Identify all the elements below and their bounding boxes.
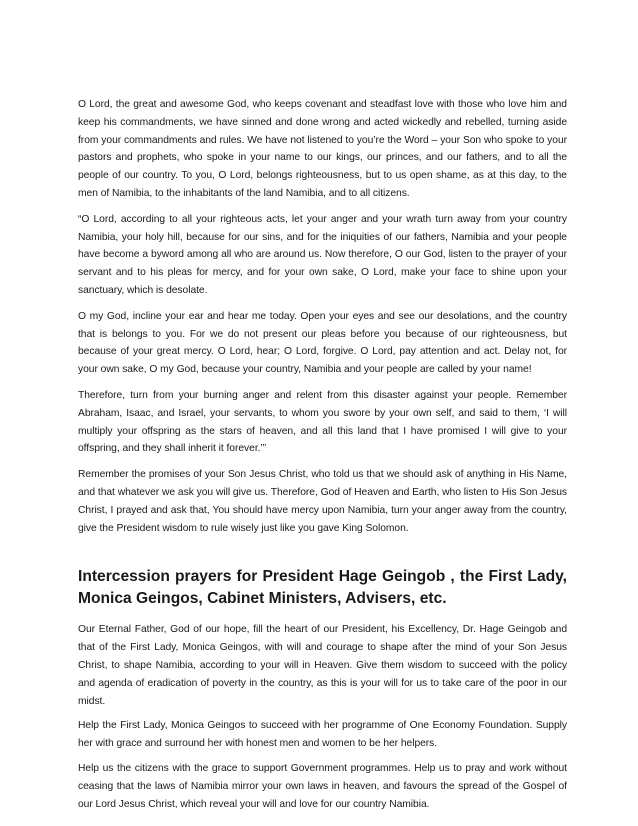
paragraph-turn-from-anger: Therefore, turn from your burning anger and relent from this disaster against your people. Remember Abraham, Isaac, and Israel, your servants, to whom you swore by your own self, and said to them, ‘I will multiply your offspring as the stars of heaven, and all this land that I have promised I will give to your offspring, and they shall inherit it forever.’” xyxy=(78,389,567,455)
paragraph-remember-promises: Remember the promises of your Son Jesus Christ, who told us that we should ask of anything in His Name, and that whatever we ask you will give us. Therefore, God of Heaven and Earth, who listen to His Son Jesus Christ, I prayed and ask that, You should have mercy upon Namibia, turn your anger away from the country, give the President wisdom to rule wisely just like you gave King Solomon. xyxy=(78,469,567,534)
paragraph-plea-for-mercy: “O Lord, according to all your righteous acts, let your anger and your wrath turn away from your country Namibia, your holy hill, because for our sins, and for the iniquities of our fathers, Namibia and your people have become a byword among all who are around us. Now therefore, O our God, listen to the prayer of your servant and to his pleas for mercy, and for your own sake, O Lord, make your face to shine upon your sanctuary, which is desolate. xyxy=(78,213,567,296)
document-page xyxy=(78,96,567,820)
paragraph-citizens: Help us the citizens with the grace to support Government programmes. Help us to pray and work without ceasing that the laws of Namibia mirror your own laws in heaven, and favours the spread of the Gospel of our Lord Jesus Christ, which reveal your will and love for our country Namibia. xyxy=(78,762,567,810)
section-heading-intercession: Intercession prayers for President Hage Geingob , the First Lady, Monica Geingos, Cabinet Ministers, Advisers, etc. xyxy=(78,568,567,608)
paragraph-eternal-father: Our Eternal Father, God of our hope, fill the heart of our President, his Excellency, Dr. Hage Geingob and that of the First Lady, Monica Geingos, with will and courage to shape after the mind of your Son Jesus Christ, to shape Namibia, according to your will in Heaven. Give them wisdom to succeed with the policy and agenda of eradication of poverty in the country, as this is your will for us to take care of the poor in our midst. xyxy=(78,624,567,707)
paragraph-incline-your-ear: O my God, incline your ear and hear me today. Open your eyes and see our desolations, and the country that is belongs to you. For we do not present our pleas before you because of our righteousness, but because of your great mercy. O Lord, hear; O Lord, forgive. O Lord, pay attention and act. Delay not, for your own sake, O my God, because your country, Namibia and your people are called by your name! xyxy=(78,310,567,376)
paragraph-confession: O Lord, the great and awesome God, who keeps covenant and steadfast love with those who love him and keep his commandments, we have sinned and done wrong and acted wickedly and rebelled, turning aside from your commandments and rules. We have not listened to you’re the Word – your Son who spoke to your pastors and prophets, who spoke in your name to our kings, our princes, and our fathers, and to all the people of our country. To you, O Lord, belongs righteousness, but to us open shame, as at this day, to the men of Namibia, to the inhabitants of the land Namibia, and to all citizens. xyxy=(78,99,567,199)
paragraph-first-lady: Help the First Lady, Monica Geingos to succeed with her programme of One Economy Foundation. Supply her with grace and surround her with honest men and women to be her helpers. xyxy=(78,720,567,750)
